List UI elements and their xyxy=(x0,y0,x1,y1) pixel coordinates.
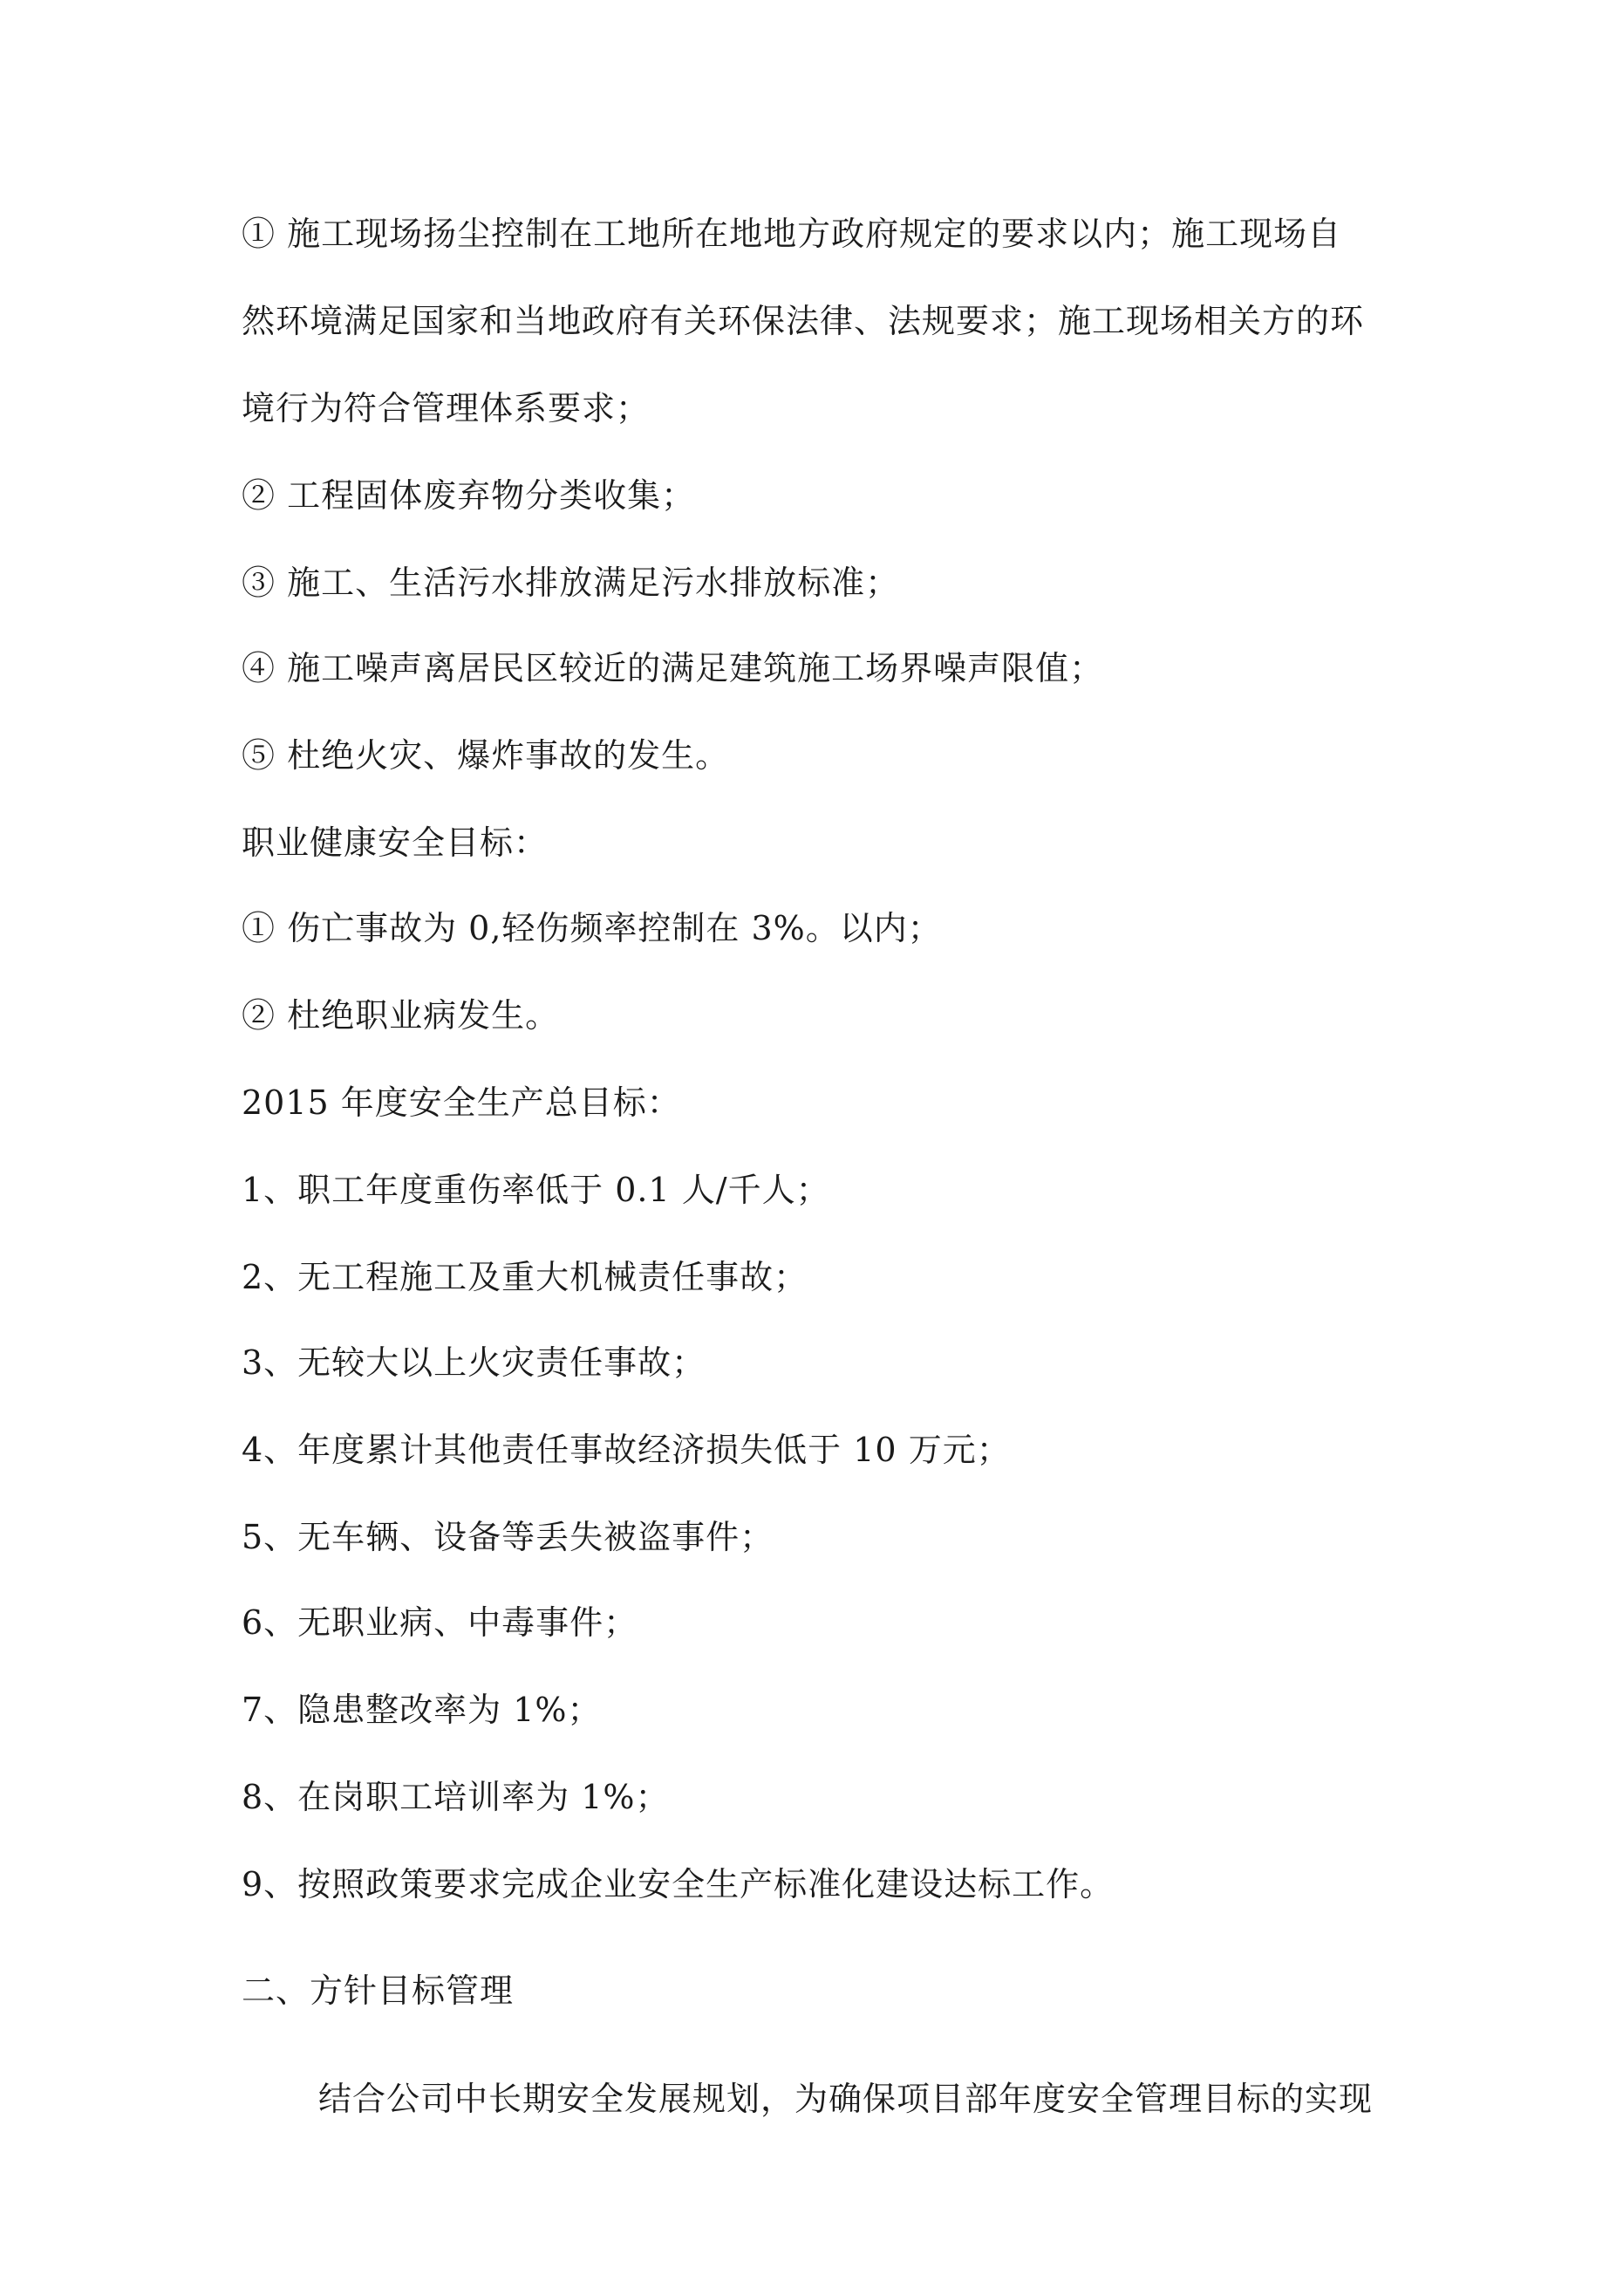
environment-item-1-line-1: ① 施工现场扬尘控制在工地所在地地方政府规定的要求以内；施工现场自 xyxy=(242,215,1342,253)
environment-item-2: ② 工程固体废弃物分类收集； xyxy=(242,476,696,515)
environment-item-5: ⑤ 杜绝火灾、爆炸事故的发生。 xyxy=(242,736,730,775)
environment-item-1-line-2: 然环境满足国家和当地政府有关环保法律、法规要求；施工现场相关方的环 xyxy=(242,302,1365,340)
ohs-item-1: ① 伤亡事故为 0,轻伤频率控制在 3%。以内； xyxy=(242,909,942,947)
section-paragraph: 结合公司中长期安全发展规划，为确保项目部年度安全管理目标的实现 xyxy=(318,2080,1374,2118)
annual-item-4: 4、年度累计其他责任事故经济损失低于 10 万元； xyxy=(242,1431,1011,1469)
annual-item-6: 6、无职业病、中毒事件； xyxy=(242,1603,638,1642)
annual-item-8: 8、在岗职工培训率为 1%； xyxy=(242,1778,670,1816)
annual-heading: 2015 年度安全生产总目标： xyxy=(242,1083,681,1122)
ohs-item-2: ② 杜绝职业病发生。 xyxy=(242,996,560,1035)
environment-item-4: ④ 施工噪声离居民区较近的满足建筑施工场界噪声限值； xyxy=(242,649,1104,687)
ohs-heading: 职业健康安全目标： xyxy=(242,823,549,862)
annual-item-5: 5、无车辆、设备等丢失被盗事件； xyxy=(242,1518,774,1556)
annual-item-2: 2、无工程施工及重大机械责任事故； xyxy=(242,1258,808,1296)
environment-item-3: ③ 施工、生活污水排放满足污水排放标准； xyxy=(242,564,900,602)
annual-item-7: 7、隐患整改率为 1%； xyxy=(242,1691,602,1729)
environment-item-1-line-3: 境行为符合管理体系要求； xyxy=(242,389,651,427)
annual-item-3: 3、无较大以上火灾责任事故； xyxy=(242,1343,706,1382)
annual-item-9: 9、按照政策要求完成企业安全生产标准化建设达标工作。 xyxy=(242,1865,1115,1903)
section-heading: 二、方针目标管理 xyxy=(242,1971,515,2010)
annual-item-1: 1、职工年度重伤率低于 0.1 人/千人； xyxy=(242,1171,830,1209)
